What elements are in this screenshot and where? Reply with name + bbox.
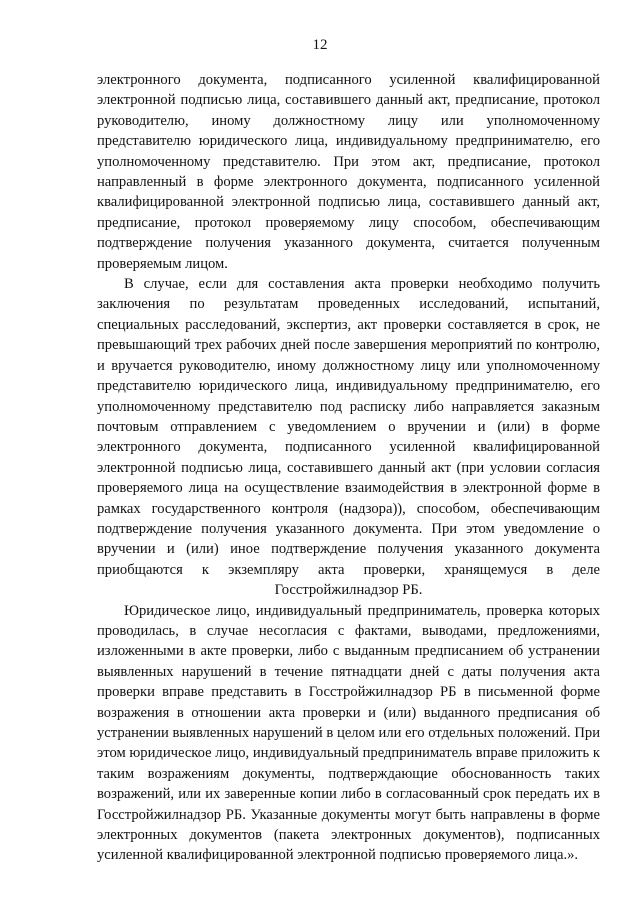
paragraph-continuation: электронного документа, подписанного усиленной квалифицированной электронной подписью лица, составившего данный акт, предписание, протокол руководителю, иному должностному лицу или уполномоченному представителю юридического лица, индивидуальному предпринимателю, его уполномоченному представителю. При этом акт, предписание, протокол направленный в форме электронного документа, подписанного усиленной квалифицированной электронной подписью лица, составившего данный акт, предписание, протокол проверяемому лицу способом, обеспечивающим подтверждение получения указанного документа, считается полученным проверяемым лицом.	[97, 72, 600, 272]
paragraph-act-deadline: В случае, если для составления акта проверки необходимо получить заключения по результатам проведенных исследований, испытаний, специальных расследований, экспертиз, акт проверки составляется в срок, не превышающий трех рабочих дней после завершения мероприятий по контролю, и вручается руководителю, иному должностному лицу или уполномоченному представителю юридического лица, индивидуальному предпринимателю, его уполномоченному представителю под расписку либо направляется заказным почтовым отправлением с уведомлением о вручении и (или) в форме электронного документа, подписанного усиленной квалифицированной электронной подписью лица, составившего данный акт (при условии согласия проверяемого лица на осуществление взаимодействия в электронной форме в рамках государственного контроля (надзора)), способом, обеспечивающим подтверждение получения указанного документа. При этом уведомление о вручении и (или) иное подтверждение получения указанного документа приобщаются к экземпляру акта проверки, хранящемуся в деле Госстройжилнадзор РБ.	[97, 276, 600, 599]
document-body	[97, 70, 600, 866]
page-number: 12	[312, 37, 328, 53]
paragraph-objections: Юридическое лицо, индивидуальный предприниматель, проверка которых проводилась, в случае несогласия с фактами, выводами, предложениями, изложенными в акте проверки, либо с выданным предписанием об устранении выявленных нарушений в течение пятнадцати дней с даты получения акта проверки вправе представить в Госстройжилнадзор РБ в письменной форме возражения в отношении акта проверки и (или) выданного предписания об устранении выявленных нарушений в целом или его отдельных положений. При этом юридическое лицо, индивидуальный предприниматель вправе приложить к таким возражениям документы, подтверждающие обоснованность таких возражений, или их заверенные копии либо в согласованный срок передать их в Госстройжилнадзор РБ. Указанные документы могут быть направлены в форме электронных документов (пакета электронных документов), подписанных усиленной квалифицированной электронной подписью проверяемого лица.».	[97, 602, 600, 864]
